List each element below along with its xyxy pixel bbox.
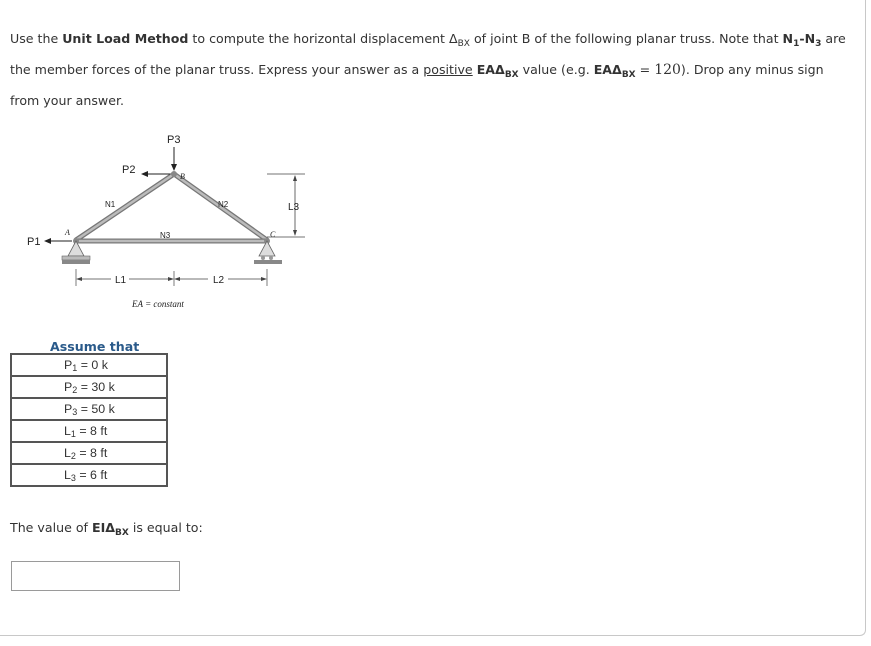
result-label: The value of $EI\Delta_{BX}$ is equal to:	[10, 520, 203, 538]
label-a: A	[65, 228, 70, 237]
table-row: $L_1 = 8$ ft	[11, 420, 167, 442]
table-row: $L_2 = 8$ ft	[11, 442, 167, 464]
label-c: C	[270, 230, 276, 239]
label-l1: L1	[115, 275, 127, 286]
label-p3: P3	[167, 134, 181, 146]
truss-figure	[20, 126, 320, 326]
table-row: $P_1 = 0$ k	[11, 354, 167, 376]
label-l2: L2	[213, 275, 225, 286]
table-row: $L_3 = 6$ ft	[11, 464, 167, 486]
table-row: $P_2 = 30$ k	[11, 376, 167, 398]
table-row: $P_3 = 50$ k	[11, 398, 167, 420]
figure-caption: EA = constant	[132, 299, 184, 309]
label-l3: L3	[288, 202, 300, 213]
assume-title: Assume that	[50, 339, 140, 354]
answer-input[interactable]	[11, 561, 180, 591]
label-n3: N3	[160, 231, 171, 240]
assume-table	[10, 353, 168, 487]
label-n2: N2	[218, 200, 229, 209]
label-b: B	[180, 172, 185, 181]
label-p1: P1	[27, 236, 41, 248]
label-n1: N1	[105, 200, 116, 209]
label-p2: P2	[122, 164, 136, 176]
question-text: Use the Unit Load Method to compute the horizontal displacement $\Delta_{BX}$ of joint B of the following planar truss. Note that $N_1-N_3$ are the member forces of the planar truss. Express your answer as a positive $EA\Delta_{BX}$ value (e.g. $EA\Delta_{BX} = 120$). Drop any minus sign from your answer.	[10, 31, 846, 108]
